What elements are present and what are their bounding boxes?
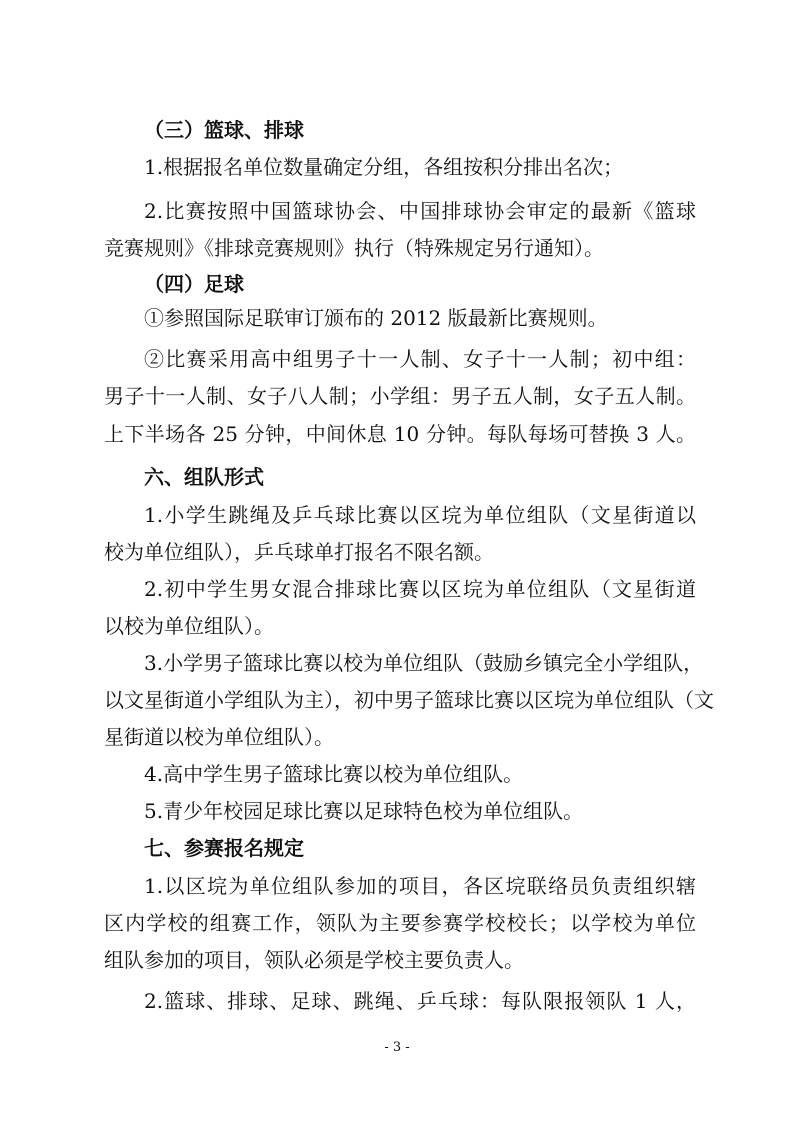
paragraph-line: ①参照国际足联审订颁布的 2012 版最新比赛规则。 xyxy=(144,306,608,330)
paragraph-line: 3.小学男子篮球比赛以校为单位组队（鼓励乡镇完全小学组队， xyxy=(144,651,704,675)
paragraph-line: 男子十一人制、女子八人制；小学组：男子五人制，女子五人制。 xyxy=(104,384,696,408)
paragraph-line: 5.青少年校园足球比赛以足球特色校为单位组队。 xyxy=(144,799,584,823)
paragraph-line: 1.根据报名单位数量确定分组，各组按积分排出名次； xyxy=(144,155,624,179)
paragraph-line: 4.高中学生男子篮球比赛以校为单位组队。 xyxy=(144,762,524,786)
page-number: - 3 - xyxy=(384,1040,410,1055)
paragraph-line: 星街道以校为单位组队）。 xyxy=(104,725,334,749)
section-heading-football: （四）足球 xyxy=(144,272,244,296)
paragraph-line: 上下半场各 25 分钟，中间休息 10 分钟。每队每场可替换 3 人。 xyxy=(104,422,696,446)
paragraph-line: ②比赛采用高中组男子十一人制、女子十一人制；初中组： xyxy=(144,347,696,371)
paragraph-line: 以文星街道小学组队为主），初中男子篮球比赛以区垸为单位组队（文 xyxy=(104,688,714,712)
paragraph-line: 1.小学生跳绳及乒乓球比赛以区垸为单位组队（文星街道以 xyxy=(144,503,696,527)
paragraph-line: 校为单位组队），乒乓球单打报名不限名额。 xyxy=(104,540,494,564)
paragraph-line: 2.初中学生男女混合排球比赛以区垸为单位组队（文星街道 xyxy=(144,577,696,601)
paragraph-line: 以校为单位组队）。 xyxy=(104,614,274,638)
paragraph-line: 组队参加的项目，领队必须是学校主要负责人。 xyxy=(104,948,524,972)
section-heading-basketball-volleyball: （三）篮球、排球 xyxy=(144,118,304,142)
section-heading-team-formation: 六、组队形式 xyxy=(144,465,264,489)
paragraph-line: 1.以区垸为单位组队参加的项目，各区垸联络员负责组织辖 xyxy=(144,874,696,898)
paragraph-line: 2.比赛按照中国篮球协会、中国排球协会审定的最新《篮球 xyxy=(144,199,696,223)
paragraph-line: 竞赛规则》《排球竞赛规则》执行（特殊规定另行通知）。 xyxy=(104,236,604,260)
paragraph-line: 2.篮球、排球、足球、跳绳、乒乓球：每队限报领队 1 人， xyxy=(144,989,696,1013)
section-heading-registration-rules: 七、参赛报名规定 xyxy=(144,836,304,860)
paragraph-line: 区内学校的组赛工作，领队为主要参赛学校校长；以学校为单位 xyxy=(104,911,696,935)
